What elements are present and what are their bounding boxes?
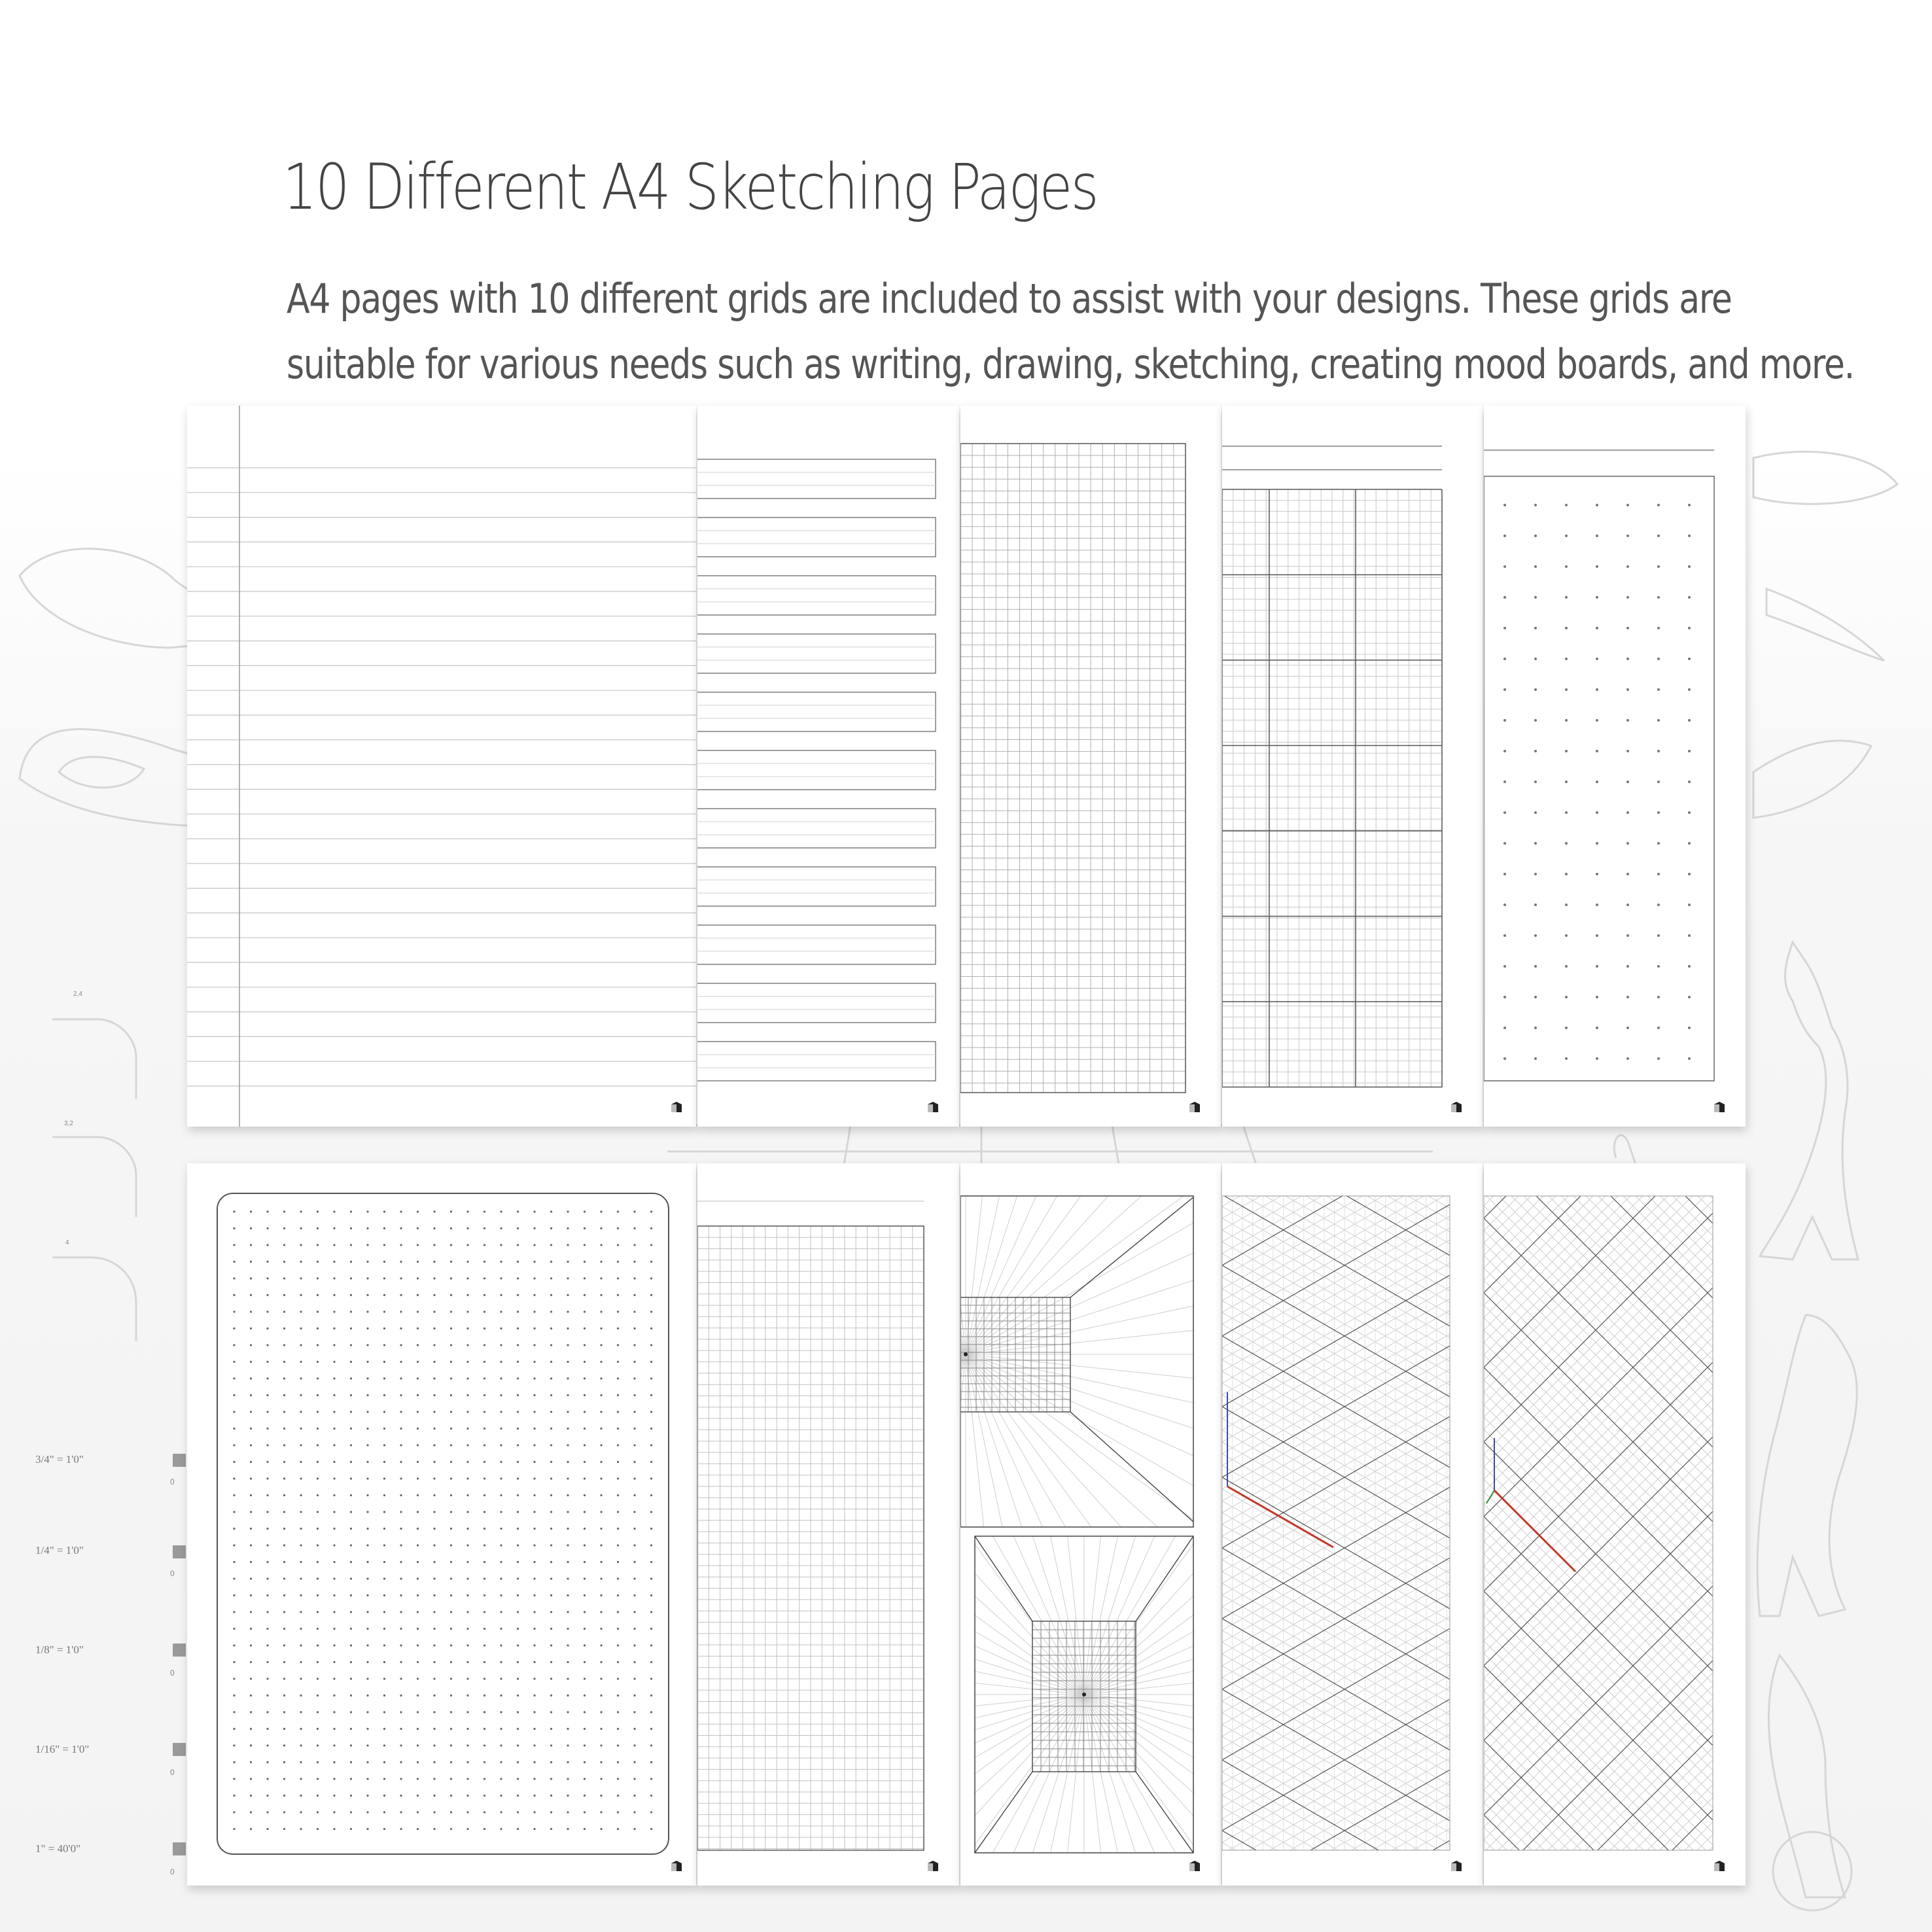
scale-zero-label: 0 [170, 1867, 175, 1876]
page-dot-grid-margin [1484, 406, 1746, 1127]
page-graph-paper [697, 1163, 959, 1886]
page-perspective-one-point [960, 1163, 1221, 1886]
page-isometric [1222, 1163, 1483, 1886]
figure-silhouette-1 [1760, 942, 1858, 1259]
dimetric-ruling [1484, 1163, 1746, 1886]
scale-label: 1/8" = 1'0" [35, 1643, 84, 1656]
page-handwriting-lines [697, 406, 959, 1127]
dot-grid-rounded-ruling [187, 1163, 696, 1886]
radius-label: 2,4 [73, 991, 82, 998]
perspective-ruling [960, 1163, 1221, 1886]
scale-zero-label: 0 [170, 1668, 175, 1677]
figure-silhouette-3 [1768, 1655, 1845, 1897]
french-curve-right-top [1753, 451, 1897, 504]
graph-paper-ruling [697, 1163, 959, 1886]
scale-swatch [173, 1643, 186, 1657]
handwriting-ruling [697, 406, 959, 1127]
fine-grid-ruling [960, 406, 1221, 1127]
storyboard-grid-ruling [1222, 406, 1483, 1127]
isometric-ruling [1222, 1163, 1483, 1886]
scale-swatch [173, 1842, 186, 1855]
scale-zero-label: 0 [170, 1569, 175, 1578]
scale-label: 1/16" = 1'0" [35, 1743, 90, 1755]
description-line-1: A4 pages with 10 different grids are included to assist with your designs. These grids are [287, 275, 1732, 323]
scale-swatch [173, 1743, 186, 1756]
scale-label: 1" = 40'0" [35, 1842, 81, 1855]
radius-label: 3,2 [64, 1120, 73, 1127]
page-title: 10 Different A4 Sketching Pages [283, 150, 1098, 224]
french-curve-right-bottom [1753, 741, 1871, 818]
radius-label: 4 [65, 1239, 69, 1246]
lined-ruling [187, 406, 696, 1127]
scale-zero-label: 0 [170, 1768, 175, 1777]
page-storyboard-grid [1222, 406, 1483, 1127]
page-dimetric [1484, 1163, 1746, 1886]
scale-swatch [173, 1454, 186, 1467]
page-dot-grid-rounded [187, 1163, 696, 1886]
page-fine-grid [960, 406, 1221, 1127]
scale-zero-label: 0 [170, 1477, 175, 1486]
description-line-2: suitable for various needs such as writing, drawing, sketching, creating mood boards, and more. [287, 340, 1854, 388]
scale-label: 1/4" = 1'0" [35, 1544, 84, 1556]
scale-label: 3/4" = 1'0" [35, 1453, 84, 1466]
dot-grid-margin-ruling [1484, 406, 1746, 1127]
figure-silhouette-2 [1757, 1315, 1857, 1616]
page-lined [187, 406, 696, 1127]
scale-swatch [173, 1545, 186, 1558]
